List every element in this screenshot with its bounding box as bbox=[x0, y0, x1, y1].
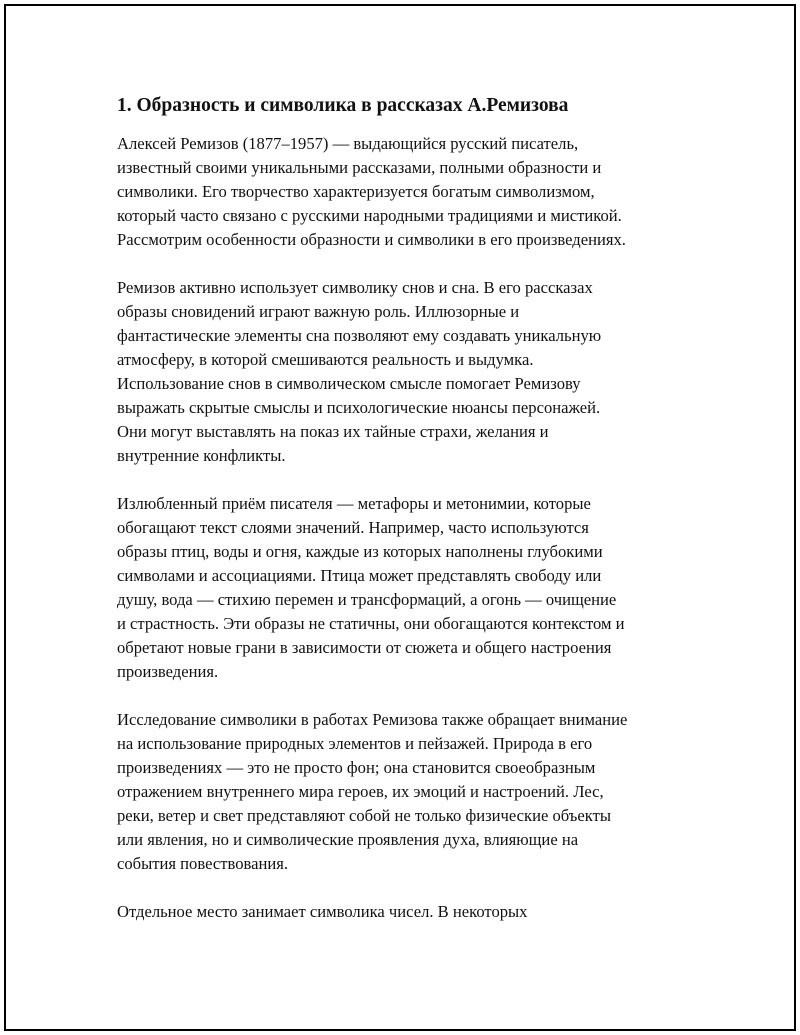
text-line: реки, ветер и свет представляют собой не только физические объекты bbox=[117, 806, 611, 825]
text-line: события повествования. bbox=[117, 854, 289, 873]
text-line: произведения. bbox=[117, 662, 219, 681]
text-line: на использование природных элементов и пейзажей. Природа в его bbox=[117, 734, 593, 753]
paragraph-5 bbox=[117, 900, 697, 924]
text-line: фантастические элементы сна позволяют ему создавать уникальную bbox=[117, 326, 602, 345]
text-line: произведениях — это не просто фон; она становится своеобразным bbox=[117, 758, 596, 777]
text-line: Алексей Ремизов (1877–1957) — выдающийся русский писатель, bbox=[117, 134, 579, 153]
text-line: известный своими уникальными рассказами, полными образности и bbox=[117, 158, 602, 177]
document-body bbox=[117, 92, 697, 924]
text-line: Излюбленный приём писателя — метафоры и метонимии, которые bbox=[117, 494, 591, 513]
text-line: Использование снов в символическом смысле помогает Ремизову bbox=[117, 374, 581, 393]
text-line: душу, вода — стихию перемен и трансформаций, а огонь — очищение bbox=[117, 590, 617, 609]
paragraph-4 bbox=[117, 708, 697, 876]
text-line: или явления, но и символические проявления духа, влияющие на bbox=[117, 830, 579, 849]
text-line: Отдельное место занимает символика чисел. В некоторых bbox=[117, 902, 528, 921]
text-line: образы сновидений играют важную роль. Иллюзорные и bbox=[117, 302, 520, 321]
paragraph-3 bbox=[117, 492, 697, 684]
text-line: Ремизов активно использует символику снов и сна. В его рассказах bbox=[117, 278, 593, 297]
text-line: образы птиц, воды и огня, каждые из которых наполнены глубокими bbox=[117, 542, 603, 561]
text-line: Они могут выставлять на показ их тайные страхи, желания и bbox=[117, 422, 549, 441]
text-line: Исследование символики в работах Ремизова также обращает внимание bbox=[117, 710, 628, 729]
text-line: который часто связано с русскими народными традициями и мистикой. bbox=[117, 206, 622, 225]
text-line: Рассмотрим особенности образности и символики в его произведениях. bbox=[117, 230, 626, 249]
text-line: обретают новые грани в зависимости от сюжета и общего настроения bbox=[117, 638, 612, 657]
section-title: 1. Образность и символика в рассказах А.Ремизова bbox=[117, 95, 569, 116]
text-line: символами и ассоциациями. Птица может представлять свободу или bbox=[117, 566, 602, 585]
paragraph-2 bbox=[117, 276, 697, 468]
paragraph-1 bbox=[117, 132, 697, 252]
text-line: обогащают текст слоями значений. Например, часто используются bbox=[117, 518, 589, 537]
text-line: символики. Его творчество характеризуется богатым символизмом, bbox=[117, 182, 595, 201]
text-line: отражением внутреннего мира героев, их эмоций и настроений. Лес, bbox=[117, 782, 604, 801]
text-line: выражать скрытые смыслы и психологические нюансы персонажей. bbox=[117, 398, 601, 417]
text-line: и страстность. Эти образы не статичны, они обогащаются контекстом и bbox=[117, 614, 625, 633]
text-line: атмосферу, в которой смешиваются реальность и выдумка. bbox=[117, 350, 534, 369]
text-line: внутренние конфликты. bbox=[117, 446, 286, 465]
